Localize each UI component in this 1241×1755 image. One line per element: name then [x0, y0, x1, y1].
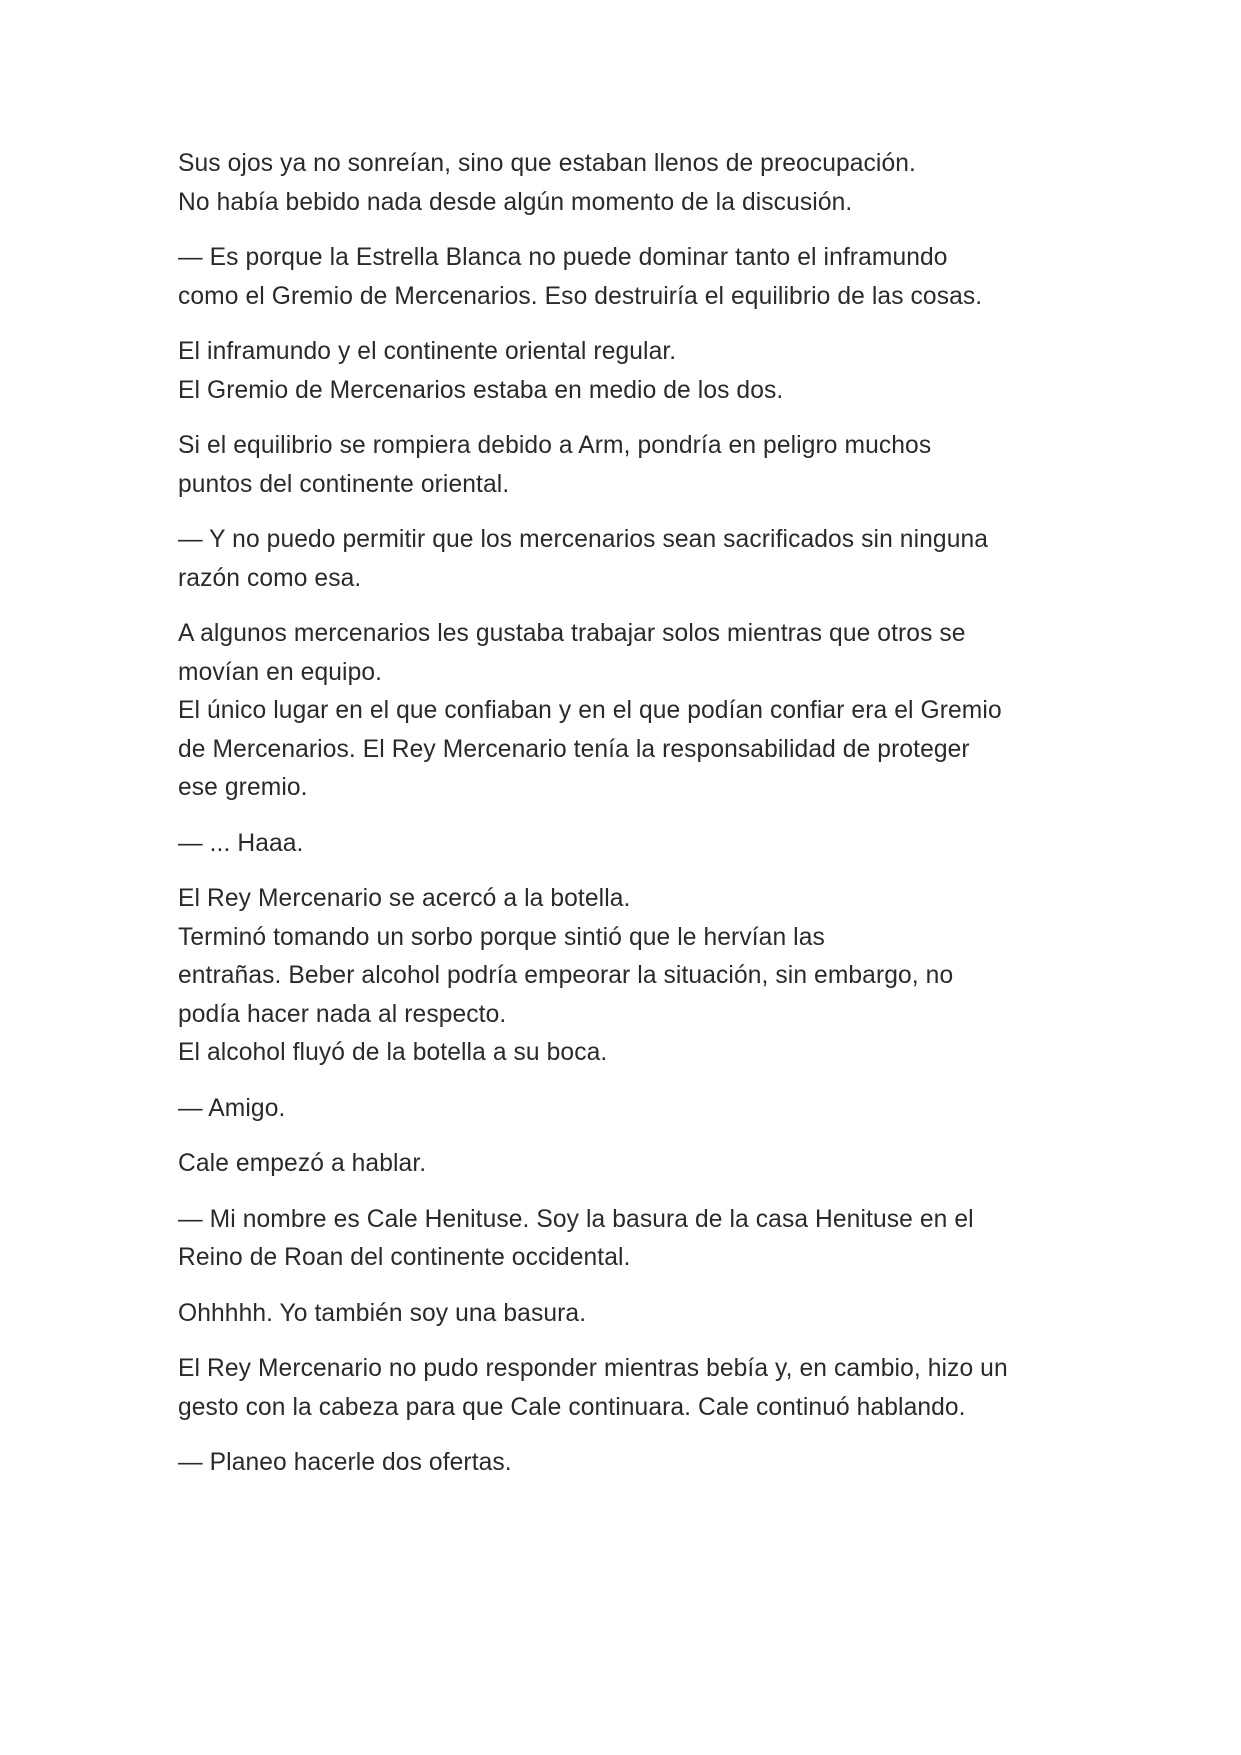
paragraph [178, 145, 1078, 222]
text-line: puntos del continente oriental. [178, 470, 510, 498]
text-line: de Mercenarios. El Rey Mercenario tenía la responsabilidad de proteger [178, 735, 970, 763]
text-line: El alcohol fluyó de la botella a su boca. [178, 1039, 608, 1066]
text-line: El Rey Mercenario se acercó a la botella. [178, 885, 631, 912]
paragraph [178, 1295, 1078, 1334]
text-line: podía hacer nada al respecto. [178, 1000, 507, 1028]
text-line: gesto con la cabeza para que Cale continuara. Cale continuó hablando. [178, 1393, 966, 1421]
text-line: — Planeo hacerle dos ofertas. [178, 1449, 512, 1476]
paragraph [178, 427, 1078, 504]
text-line: movían en equipo. [178, 658, 383, 686]
paragraph [178, 615, 1078, 808]
text-line: Sus ojos ya no sonreían, sino que estaban llenos de preocupación. [178, 150, 916, 177]
paragraph [178, 521, 1078, 598]
text-line: El Gremio de Mercenarios estaba en medio de los dos. [178, 376, 784, 404]
text-line: como el Gremio de Mercenarios. Eso destruiría el equilibrio de las cosas. [178, 282, 983, 310]
text-line: — Y no puedo permitir que los mercenarios sean sacrificados sin ninguna [178, 526, 989, 553]
text-line: — Es porque la Estrella Blanca no puede dominar tanto el inframundo [178, 244, 948, 271]
text-line: Si el equilibrio se rompiera debido a Arm, pondría en peligro muchos [178, 432, 932, 459]
text-line: Terminó tomando un sorbo porque sintió que le hervían las [178, 923, 825, 951]
paragraph [178, 880, 1078, 1073]
paragraph [178, 1444, 1078, 1483]
text-line: El Rey Mercenario no pudo responder mientras bebía y, en cambio, hizo un [178, 1355, 1008, 1382]
text-line: — Amigo. [178, 1094, 286, 1122]
text-line: — ... Haaa. [178, 829, 304, 857]
paragraph [178, 1201, 1078, 1278]
text-line: razón como esa. [178, 564, 362, 592]
document-body [178, 145, 1078, 1500]
text-line: No había bebido nada desde algún momento de la discusión. [178, 188, 853, 216]
text-line: Cale empezó a hablar. [178, 1150, 427, 1177]
paragraph [178, 239, 1078, 316]
text-line: Ohhhhh. Yo también soy una basura. [178, 1299, 587, 1327]
paragraph [178, 1090, 1078, 1129]
paragraph [178, 333, 1078, 410]
text-line: Reino de Roan del continente occidental. [178, 1244, 631, 1271]
paragraph [178, 825, 1078, 864]
text-line: A algunos mercenarios les gustaba trabajar solos mientras que otros se [178, 620, 966, 647]
text-line: ese gremio. [178, 774, 308, 801]
text-line: — Mi nombre es Cale Henituse. Soy la basura de la casa Henituse en el [178, 1205, 974, 1233]
paragraph [178, 1350, 1078, 1427]
paragraph [178, 1145, 1078, 1184]
text-line: entrañas. Beber alcohol podría empeorar la situación, sin embargo, no [178, 962, 954, 989]
text-line: El inframundo y el continente oriental regular. [178, 338, 677, 365]
text-line: El único lugar en el que confiaban y en el que podían confiar era el Gremio [178, 697, 1002, 724]
